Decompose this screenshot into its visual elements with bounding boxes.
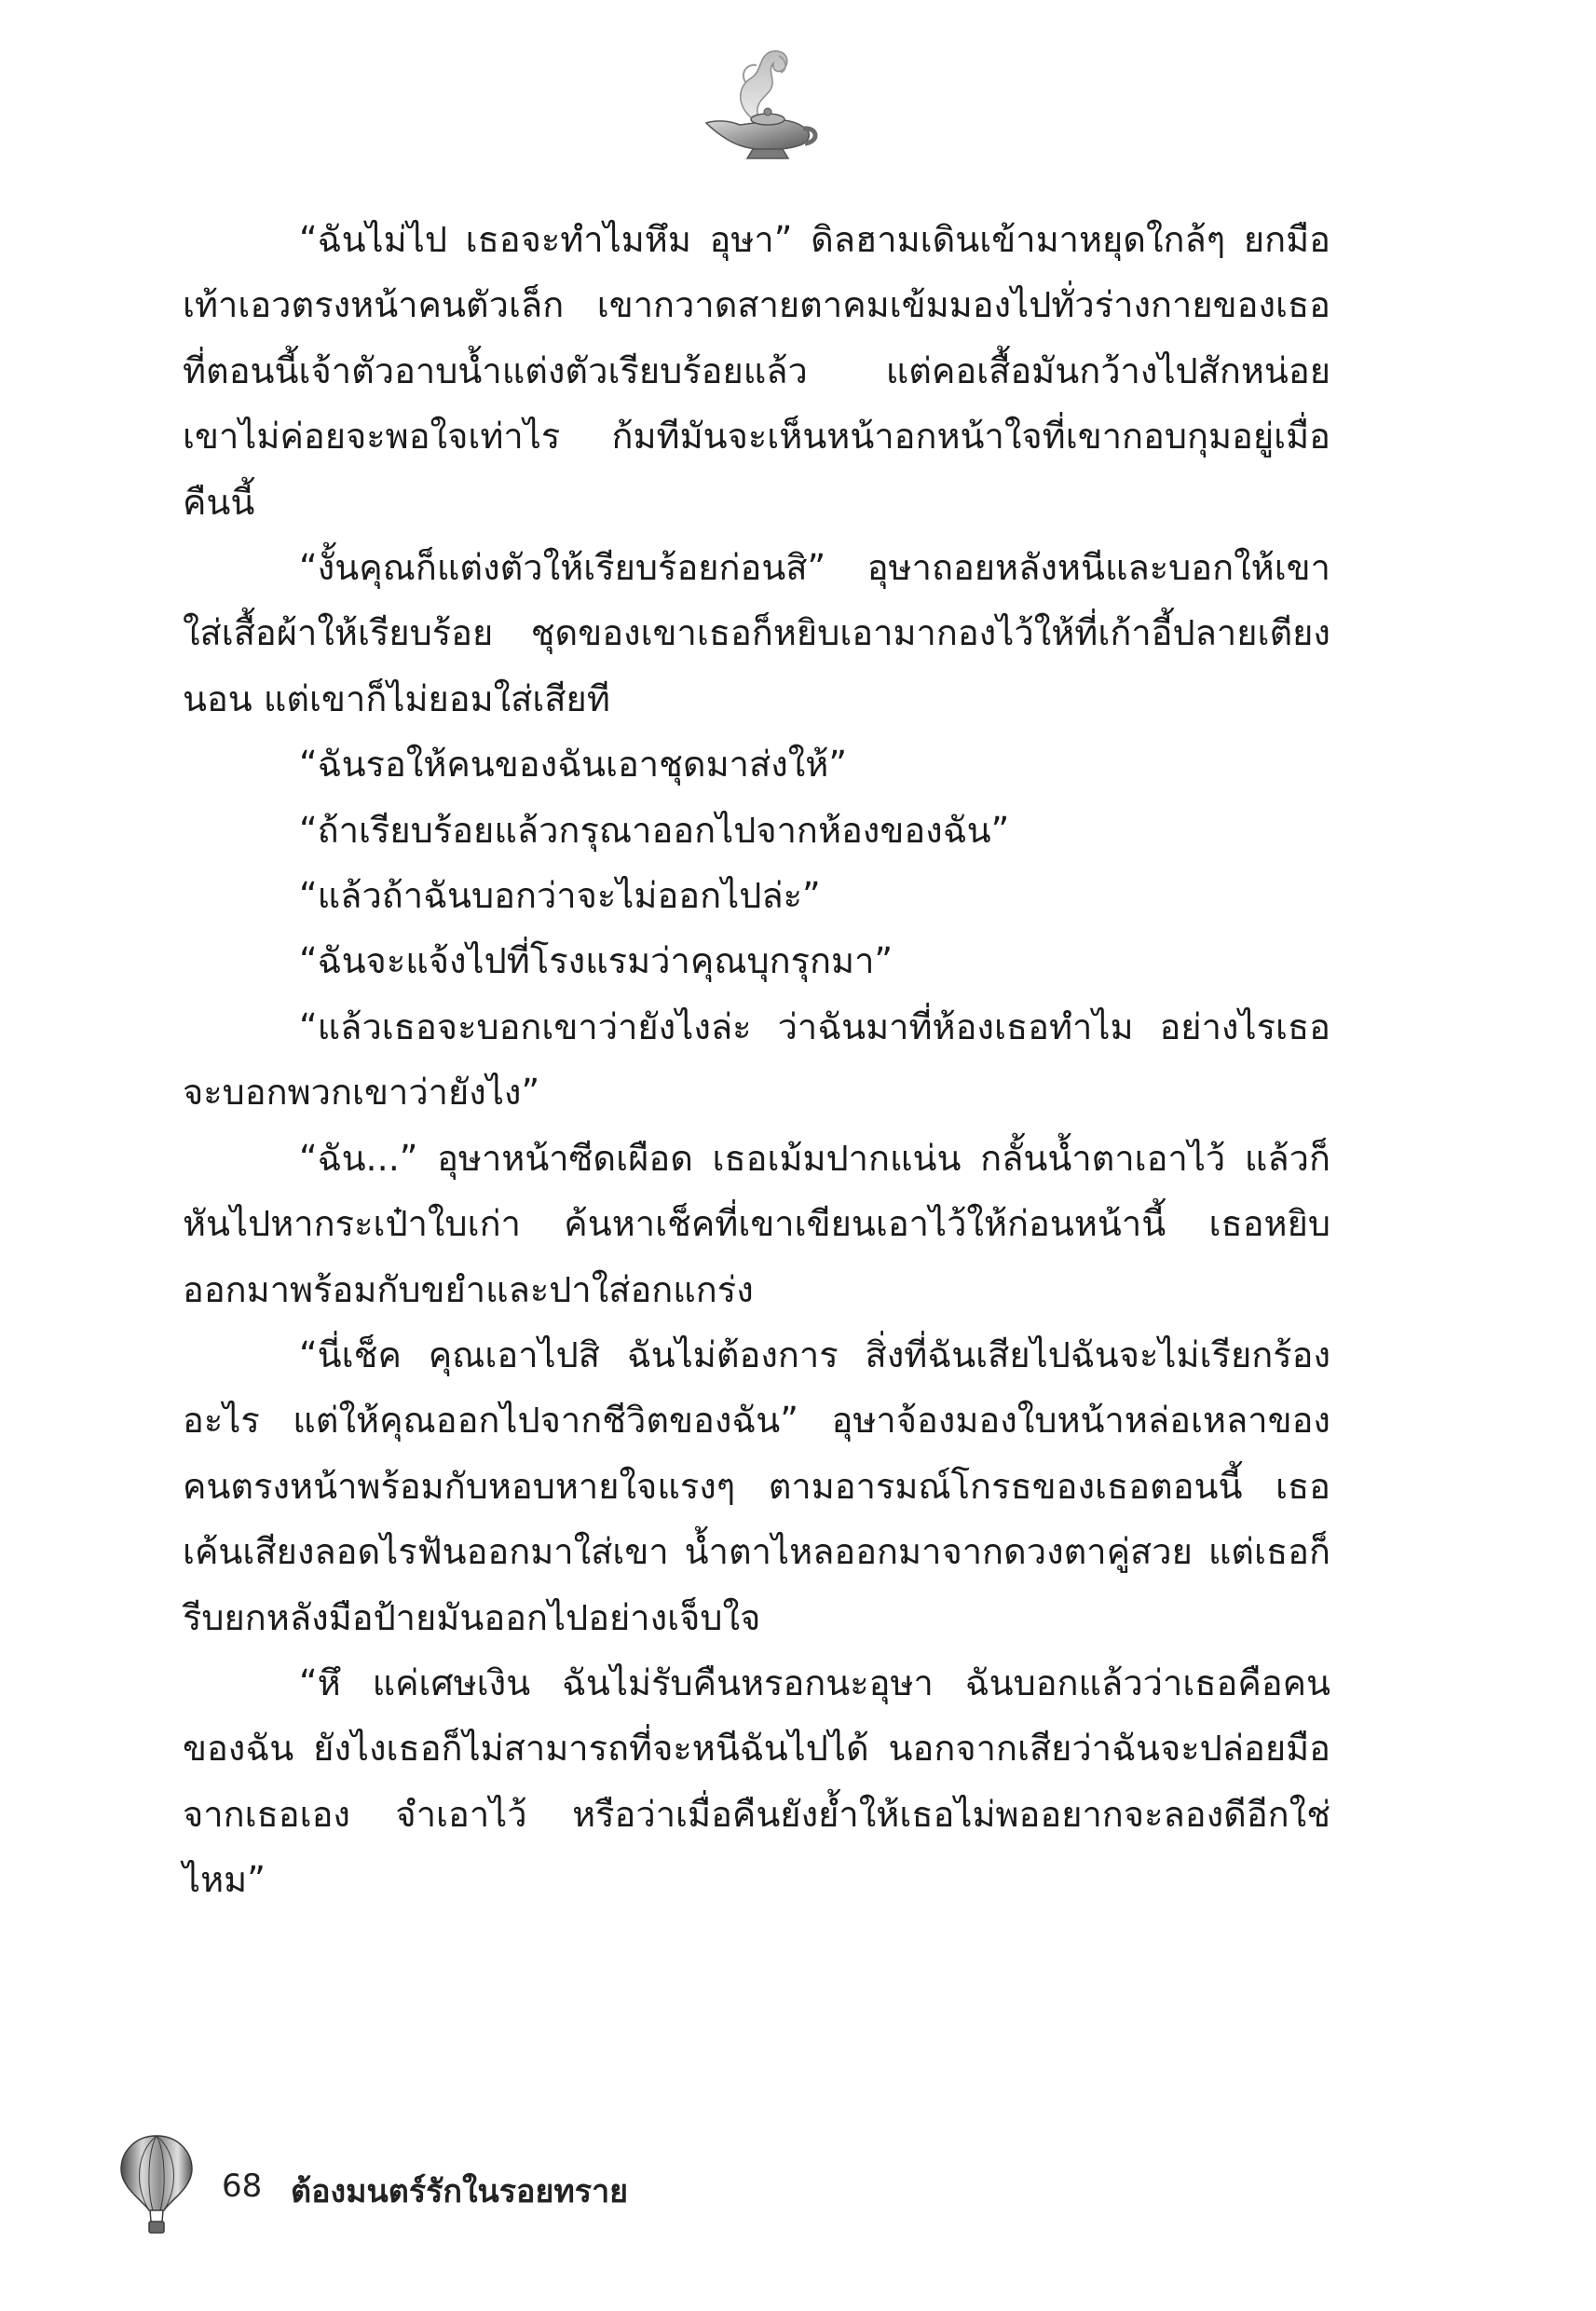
paragraph-7: “แล้วเธอจะบอกเขาว่ายังไงล่ะ ว่าฉันมาที่ห้องเธอทำไม อย่างไรเธอจะบอกพวกเขาว่ายังไง” xyxy=(183,1005,1330,1114)
paragraph-4: “ถ้าเรียบร้อยแล้วกรุณาออกไปจากห้องของฉัน” xyxy=(299,809,1010,851)
paragraph-6: “ฉันจะแจ้งไปที่โรงแรมว่าคุณบุกรุกมา” xyxy=(299,940,893,982)
paragraph-1: “ฉันไม่ไป เธอจะทำไมหึม อุษา” ดิลฮามเดินเข้ามาหยุดใกล้ๆ ยกมือเท้าเอวตรงหน้าคนตัวเล็ก เขากวาดสายตาคมเข้มมองไปทั่วร่างกายของเธอที่ตอนนี้เจ้าตัวอาบน้ำแต่งตัวเรียบร้อยแล้ว แต่คอเสื้อมันกว้างไปสักหน่อย เขาไม่ค่อยจะพอใจเท่าไร ก้มทีมันจะเห็นหน้าอกหน้าใจที่เขากอบกุมอยู่เมื่อคืนนี้ xyxy=(183,219,1330,523)
book-title: ต้องมนตร์รักในรอยทราย xyxy=(291,2173,629,2210)
paragraph-5: “แล้วถ้าฉันบอกว่าจะไม่ออกไปล่ะ” xyxy=(299,875,821,917)
paragraph-9: “นี่เช็ค คุณเอาไปสิ ฉันไม่ต้องการ สิ่งที่ฉันเสียไปฉันจะไม่เรียกร้องอะไร แต่ให้คุณออกไปจากชีวิตของฉัน” อุษาจ้องมองใบหน้าหล่อเหลาของคนตรงหน้าพร้อมกับหอบหายใจแรงๆ ตามอารมณ์โกรธของเธอตอนนี้ เธอเค้นเสียงลอดไรฟันออกมาใส่เขา น้ำตาไหลออกมาจากดวงตาคู่สวย แต่เธอก็รีบยกหลังมือป้ายมันออกไปอย่างเจ็บใจ xyxy=(183,1333,1330,1638)
page-footer xyxy=(119,2134,771,2236)
paragraph-8: “ฉัน...” อุษาหน้าซีดเผือด เธอเม้มปากแน่น กลั้นน้ำตาเอาไว้ แล้วก็หันไปหากระเป๋าใบเก่า ค้นหาเช็คที่เขาเขียนเอาไว้ให้ก่อนหน้านี้ เธอหยิบออกมาพร้อมกับขยำและปาใส่อกแกร่ง xyxy=(183,1137,1330,1310)
paragraph-2: “งั้นคุณก็แต่งตัวให้เรียบร้อยก่อนสิ” อุษาถอยหลังหนีและบอกให้เขาใส่เสื้อผ้าให้เรียบร้อย ชุดของเขาเธอก็หยิบเอามากองไว้ให้ที่เก้าอี้ปลายเตียงนอน แต่เขาก็ไม่ยอมใส่เสียที xyxy=(183,547,1330,719)
page-number: 68 xyxy=(222,2167,263,2205)
body-text xyxy=(183,207,1330,1913)
hot-air-balloon-icon xyxy=(119,2134,194,2235)
paragraph-3: “ฉันรอให้คนของฉันเอาชุดมาส่งให้” xyxy=(299,744,848,786)
genie-lamp-icon xyxy=(689,45,820,164)
paragraph-10: “หึ แค่เศษเงิน ฉันไม่รับคืนหรอกนะอุษา ฉันบอกแล้วว่าเธอคือคนของฉัน ยังไงเธอก็ไม่สามารถที่จะหนีฉันไปได้ นอกจากเสียว่าฉันจะปล่อยมือจากเธอเอง จำเอาไว้ หรือว่าเมื่อคืนยังย้ำให้เธอไม่พออยากจะลองดีอีกใช่ไหม” xyxy=(183,1661,1330,1901)
